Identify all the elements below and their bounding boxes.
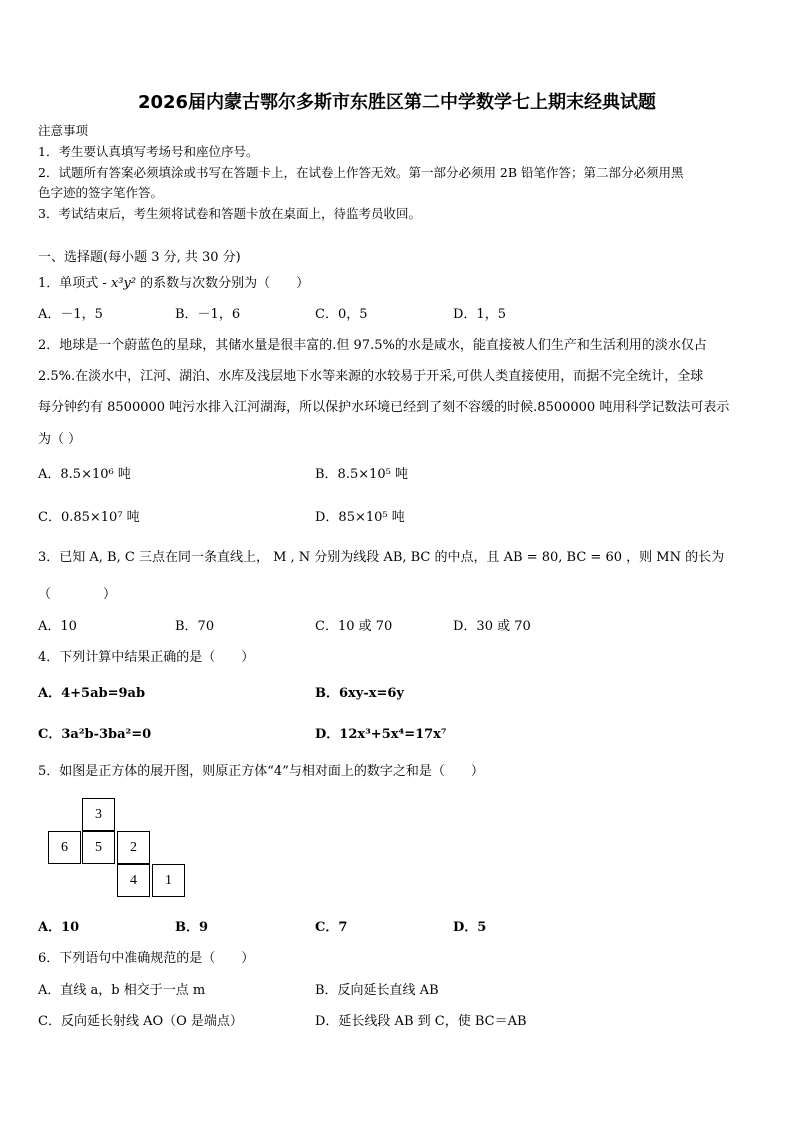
question-2-line-1: 2．地球是一个蔚蓝色的星球，其储水量是很丰富的.但 97.5%的水是咸水，能直接被人们生产和生活利用的淡水仅占 bbox=[38, 338, 707, 353]
q2-option-b: B．8.5×10⁵ 吨 bbox=[315, 467, 409, 482]
net-cell-1: 1 bbox=[152, 864, 185, 897]
question-2-line-2: 2.5%.在淡水中，江河、湖泊、水库及浅层地下水等来源的水较易于开采,可供人类直接使用，而据不完全统计，全球 bbox=[38, 369, 704, 384]
net-cell-3: 3 bbox=[82, 798, 115, 831]
q1-stem-pre: 1．单项式 - bbox=[38, 276, 111, 291]
net-cell-2: 2 bbox=[117, 831, 150, 864]
q3-option-a: A．10 bbox=[38, 619, 77, 634]
q5-option-a: A．10 bbox=[38, 920, 80, 935]
section-heading: 一、选择题(每小题 3 分, 共 30 分) bbox=[38, 250, 241, 265]
q2-option-a: A．8.5×10⁶ 吨 bbox=[38, 467, 131, 482]
q5-option-c: C．7 bbox=[315, 920, 348, 935]
q2-option-d: D．85×10⁵ 吨 bbox=[315, 510, 405, 525]
q6-option-d: D．延长线段 AB 到 C，使 BC＝AB bbox=[315, 1014, 527, 1029]
notes-heading: 注意事项 bbox=[38, 123, 89, 138]
q1-option-c: C．0，5 bbox=[315, 307, 368, 322]
q1-stem-post: 的系数与次数分别为（ ） bbox=[136, 276, 310, 291]
notes-item-2-cont: 色字迹的签字笔作答。 bbox=[38, 185, 164, 200]
q4-option-c: C．3a²b-3ba²=0 bbox=[38, 727, 152, 742]
notes-item-2: 2．试题所有答案必须填涂或书写在答题卡上，在试卷上作答无效。第一部分必须用 2B 铅笔作答；第二部分必须用黑 bbox=[38, 165, 684, 180]
q5-option-d: D．5 bbox=[453, 920, 487, 935]
cube-net-figure bbox=[48, 798, 198, 898]
net-cell-4: 4 bbox=[117, 864, 150, 897]
q6-option-a: A．直线 a，b 相交于一点 m bbox=[38, 983, 206, 998]
q1-monomial: x³y² bbox=[110, 276, 137, 291]
question-3-stem: 3．已知 A, B, C 三点在同一条直线上， M , N 分别为线段 AB, BC 的中点，且 AB = 80, BC = 60 ，则 MN 的长为 bbox=[38, 550, 725, 565]
q3-option-d: D．30 或 70 bbox=[453, 619, 531, 634]
question-4-stem: 4．下列计算中结果正确的是（ ） bbox=[38, 650, 255, 665]
question-3-paren: （ ） bbox=[38, 587, 117, 602]
page-title: 2026届内蒙古鄂尔多斯市东胜区第二中学数学七上期末经典试题 bbox=[137, 92, 657, 113]
notes-item-3: 3．考试结束后，考生须将试卷和答题卡放在桌面上，待监考员收回。 bbox=[38, 206, 421, 221]
question-5-stem: 5．如图是正方体的展开图，则原正方体“4”与相对面上的数字之和是（ ） bbox=[38, 764, 484, 779]
q1-option-b: B．－1，6 bbox=[175, 307, 241, 322]
q6-option-b: B．反向延长直线 AB bbox=[315, 983, 439, 998]
net-cell-5: 5 bbox=[82, 831, 115, 864]
q5-option-b: B．9 bbox=[175, 920, 209, 935]
q6-option-c: C．反向延长射线 AO（O 是端点） bbox=[38, 1014, 243, 1029]
question-2-line-3: 每分钟约有 8500000 吨污水排入江河湖海，所以保护水环境已经到了刻不容缓的时候.8500000 吨用科学记数法可表示 bbox=[38, 400, 730, 415]
question-1-stem bbox=[38, 272, 309, 291]
q3-option-c: C．10 或 70 bbox=[315, 619, 393, 634]
notes-item-1: 1．考生要认真填写考场号和座位序号。 bbox=[38, 144, 259, 159]
q4-option-d: D．12x³+5x⁴=17x⁷ bbox=[315, 727, 447, 742]
net-cell-6: 6 bbox=[48, 831, 81, 864]
question-6-stem: 6．下列语句中准确规范的是（ ） bbox=[38, 951, 255, 966]
question-2-line-4: 为（ ） bbox=[38, 432, 82, 447]
q3-option-b: B．70 bbox=[175, 619, 215, 634]
q4-option-b: B．6xy-x=6y bbox=[315, 686, 404, 701]
q1-option-d: D．1，5 bbox=[453, 307, 506, 322]
q4-option-a: A．4+5ab=9ab bbox=[38, 686, 146, 701]
q1-option-a: A．－1，5 bbox=[38, 307, 103, 322]
q2-option-c: C．0.85×10⁷ 吨 bbox=[38, 510, 140, 525]
